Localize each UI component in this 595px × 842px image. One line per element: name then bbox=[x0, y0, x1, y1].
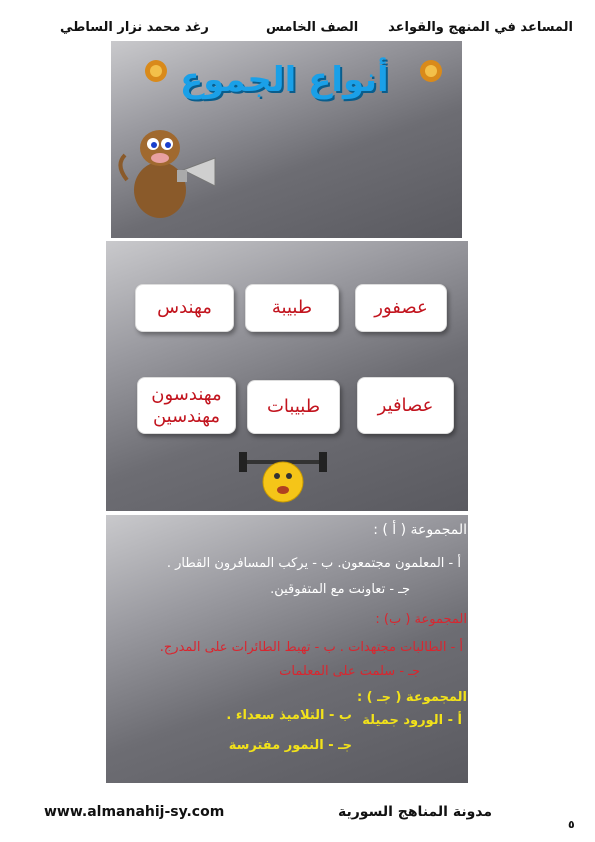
header-grade: الصف الخامس bbox=[266, 20, 359, 35]
footer-blog: مدونة المناهج السورية bbox=[338, 804, 493, 820]
card-singular-profession: مهندس bbox=[135, 284, 234, 332]
monkey-megaphone-icon bbox=[115, 120, 225, 220]
group-a-line1: أ - المعلمون مجتمعون. ب - يركب المسافرون القطار . bbox=[166, 556, 461, 571]
group-b-title: المجموعة ( ب) : bbox=[375, 612, 467, 627]
footer-url: www.almanahij-sy.com bbox=[44, 804, 225, 820]
flower-icon bbox=[418, 58, 444, 84]
group-c-title: المجموعة ( جـ ) : bbox=[356, 690, 467, 705]
group-c-item-b: ب - التلاميذ سعداء . bbox=[226, 708, 352, 723]
group-c-item-a: أ - الورود جميلة bbox=[362, 713, 462, 728]
flower-icon bbox=[143, 58, 169, 84]
group-a-title: المجموعة ( أ ) : bbox=[373, 522, 467, 538]
group-a-line2: جـ - تعاونت مع المتفوقين. bbox=[270, 582, 410, 597]
header-author: رغد محمد نزار الساطي bbox=[60, 20, 209, 35]
card-broken-plural: عصافير bbox=[357, 377, 454, 434]
group-c-item-c: جـ - النمور مفترسة bbox=[228, 738, 352, 753]
group-b-line2: جـ - سلمت على المعلمات bbox=[279, 664, 420, 679]
page-number: ٥ bbox=[568, 818, 575, 831]
card-masculine-plural: مهندسون مهندسين bbox=[137, 377, 236, 434]
card-feminine-plural: طبيبات bbox=[247, 380, 340, 434]
group-b-line1: أ - الطالبات مجتهدات . ب - تهبط الطائرات على المدرج. bbox=[159, 640, 463, 655]
card-singular-masculine: عصفور bbox=[355, 284, 447, 332]
slide-title: أنواع الجموع bbox=[180, 60, 389, 100]
card-singular-feminine: طبيبة bbox=[245, 284, 339, 332]
header-subject: المساعد في المنهج والقواعد bbox=[388, 20, 573, 35]
smiley-weightlifter-icon bbox=[237, 448, 329, 506]
